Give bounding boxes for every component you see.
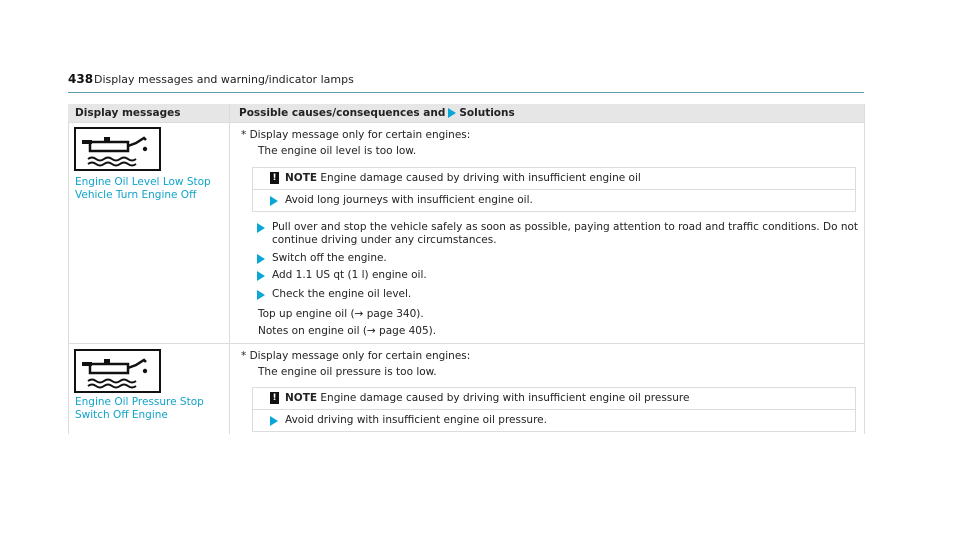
note-action: Avoid driving with insufficient engine oil pressure. — [285, 414, 547, 426]
arrow-right-icon — [448, 108, 456, 118]
oil-can-icon — [76, 129, 159, 169]
column-divider — [229, 104, 230, 434]
note-action: Avoid long journeys with insufficient engine oil. — [285, 194, 533, 206]
table-right-border — [864, 104, 865, 434]
row-divider — [68, 122, 864, 123]
col-header-display-messages: Display messages — [75, 107, 181, 119]
cause-text: The engine oil level is too low. — [258, 145, 417, 157]
cause-text: The engine oil pressure is too low. — [258, 366, 437, 378]
row-divider — [68, 343, 864, 344]
step-switch-off: Switch off the engine. — [272, 252, 387, 264]
page-number: 438 — [68, 72, 94, 86]
step-arrow-icon — [270, 416, 278, 426]
asterisk-note: * Display message only for certain engines: — [241, 129, 471, 141]
table-header — [68, 104, 864, 122]
col-header-causes-solutions: Possible causes/consequences and Solutions — [239, 107, 515, 119]
warning-exclamation-icon: ! — [270, 392, 279, 404]
step-arrow-icon — [257, 271, 265, 281]
display-message-oil-pressure: Engine Oil Pressure Stop Switch Off Engine — [75, 396, 204, 421]
step-arrow-icon — [270, 196, 278, 206]
reference-notes-oil[interactable]: Notes on engine oil (→ page 405). — [258, 325, 437, 337]
step-arrow-icon — [257, 254, 265, 264]
display-message-oil-level: Engine Oil Level Low Stop Vehicle Turn Engine Off — [75, 176, 211, 201]
step-add-oil: Add 1.1 US qt (1 l) engine oil. — [272, 269, 427, 281]
page-title: Display messages and warning/indicator lamps — [94, 73, 354, 86]
oil-can-icon — [76, 351, 159, 391]
note-box: ! NOTE Engine damage caused by driving with insufficient engine oil pressure Avoid driving with insufficient engine oil pressure. — [252, 387, 856, 432]
warning-exclamation-icon: ! — [270, 172, 279, 184]
step-arrow-icon — [257, 223, 265, 233]
step-arrow-icon — [257, 290, 265, 300]
reference-top-up[interactable]: Top up engine oil (→ page 340). — [258, 308, 424, 320]
step-check-level: Check the engine oil level. — [272, 288, 412, 300]
asterisk-note: * Display message only for certain engines: — [241, 350, 471, 362]
oil-can-level-icon — [74, 127, 161, 171]
step-pull-over: Pull over and stop the vehicle safely as soon as possible, paying attention to road and traffic conditions. Do not continue driving under any circumstances. — [272, 221, 859, 246]
page-header — [68, 72, 864, 93]
oil-can-pressure-icon — [74, 349, 161, 393]
note-box: ! NOTE Engine damage caused by driving with insufficient engine oil Avoid long journeys with insufficient engine oil. — [252, 167, 856, 212]
table-left-border — [68, 122, 69, 434]
